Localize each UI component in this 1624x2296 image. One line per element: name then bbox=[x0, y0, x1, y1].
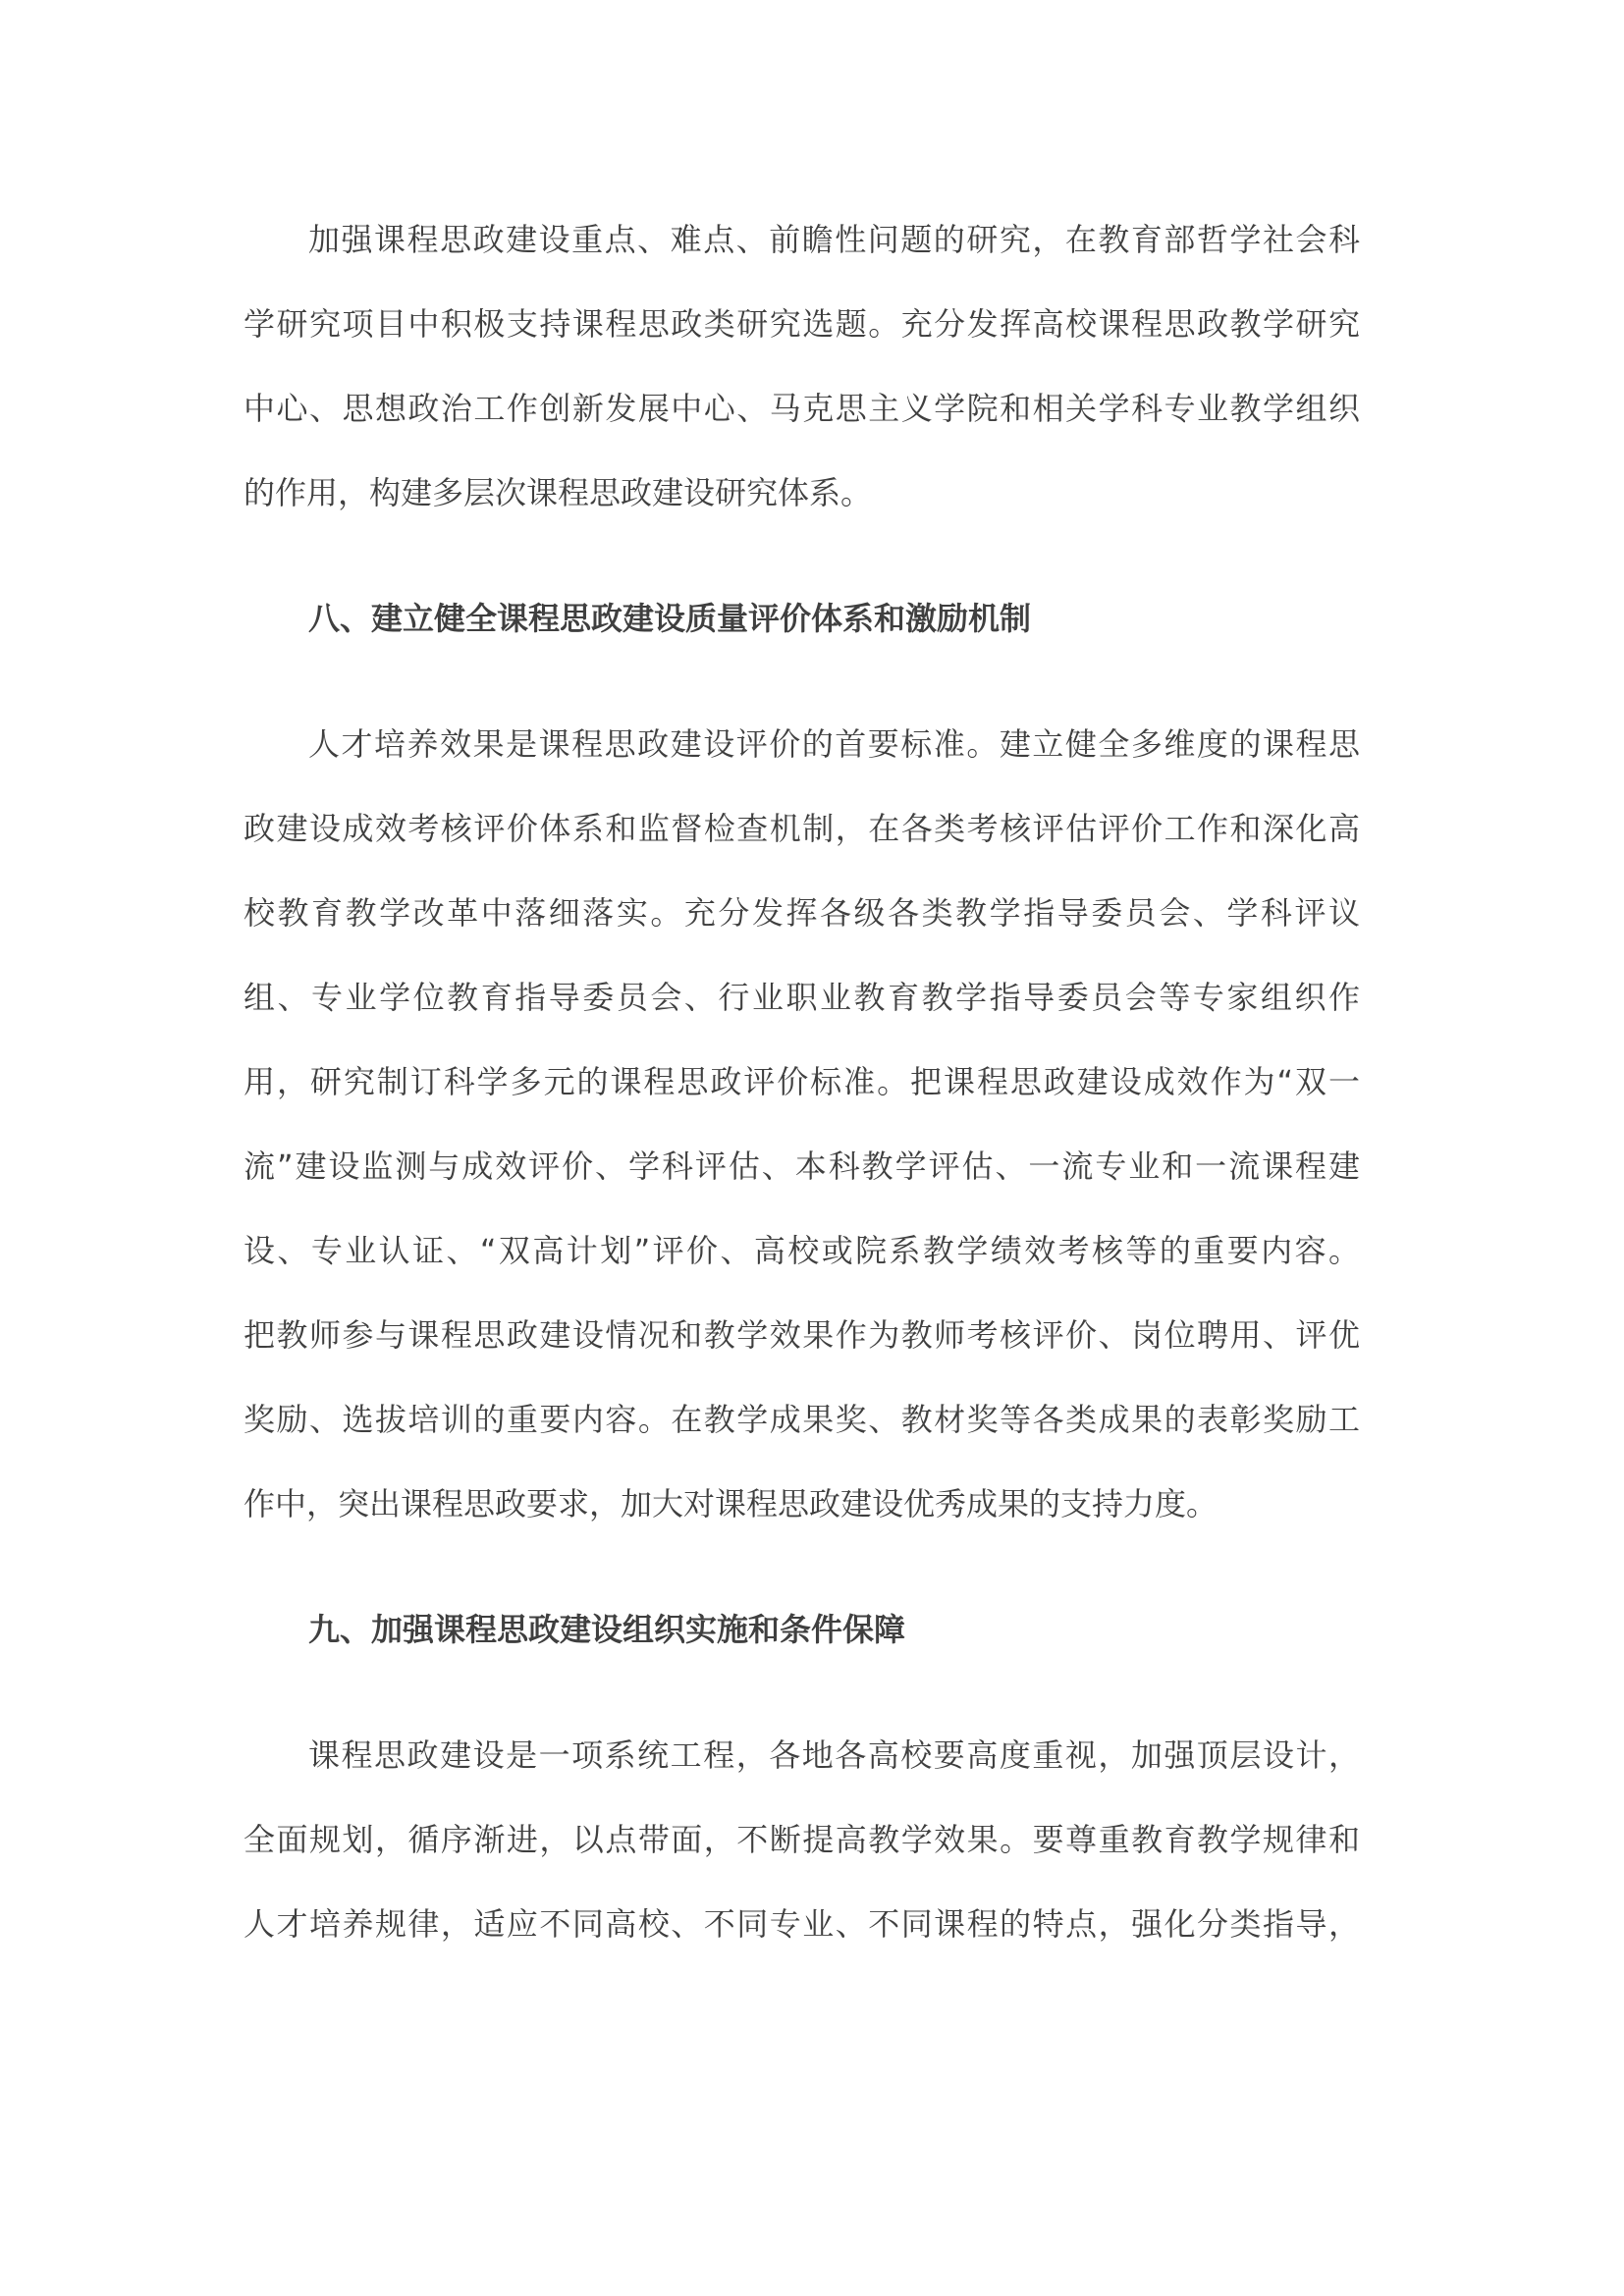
paragraph-implementation-guarantee bbox=[244, 1713, 1360, 1966]
paragraph-line: 作中，突出课程思政要求，加大对课程思政建设优秀成果的支持力度。 bbox=[244, 1485, 1218, 1522]
paragraph-line: 人才培养规律，适应不同高校、不同专业、不同课程的特点，强化分类指导， bbox=[244, 1905, 1360, 1943]
paragraph-line: 加强课程思政建设重点、难点、前瞻性问题的研究，在教育部哲学社会科 bbox=[308, 221, 1360, 258]
paragraph-line: 奖励、选拔培训的重要内容。在教学成果奖、教材奖等各类成果的表彰奖励工 bbox=[244, 1401, 1360, 1438]
paragraph-line: 人才培养效果是课程思政建设评价的首要标准。建立健全多维度的课程思 bbox=[308, 725, 1360, 763]
paragraph-research-system bbox=[244, 197, 1360, 535]
paragraph-line: 中心、思想政治工作创新发展中心、马克思主义学院和相关学科专业教学组织 bbox=[244, 390, 1360, 427]
section-heading-8: 八、建立健全课程思政建设质量评价体系和激励机制 bbox=[308, 600, 1032, 637]
paragraph-evaluation-incentive bbox=[244, 702, 1360, 1546]
paragraph-line: 流”建设监测与成效评价、学科评估、本科教学评估、一流专业和一流课程建 bbox=[244, 1148, 1360, 1185]
paragraph-line: 用，研究制订科学多元的课程思政评价标准。把课程思政建设成效作为“双一 bbox=[244, 1063, 1360, 1100]
paragraph-line: 的作用，构建多层次课程思政建设研究体系。 bbox=[244, 474, 873, 511]
section-heading-9: 九、加强课程思政建设组织实施和条件保障 bbox=[308, 1611, 906, 1648]
paragraph-line: 课程思政建设是一项系统工程，各地各高校要高度重视，加强顶层设计， bbox=[308, 1736, 1360, 1774]
document-body bbox=[244, 197, 1360, 1966]
paragraph-line: 把教师参与课程思政建设情况和教学效果作为教师考核评价、岗位聘用、评优 bbox=[244, 1316, 1360, 1354]
paragraph-line: 组、专业学位教育指导委员会、行业职业教育教学指导委员会等专家组织作 bbox=[244, 979, 1360, 1016]
paragraph-line: 全面规划，循序渐进，以点带面，不断提高教学效果。要尊重教育教学规律和 bbox=[244, 1821, 1360, 1858]
paragraph-line: 校教育教学改革中落细落实。充分发挥各级各类教学指导委员会、学科评议 bbox=[244, 894, 1360, 932]
paragraph-line: 学研究项目中积极支持课程思政类研究选题。充分发挥高校课程思政教学研究 bbox=[244, 305, 1360, 343]
paragraph-line: 政建设成效考核评价体系和监督检查机制，在各类考核评估评价工作和深化高 bbox=[244, 810, 1360, 847]
paragraph-line: 设、专业认证、“双高计划”评价、高校或院系教学绩效考核等的重要内容。 bbox=[244, 1232, 1360, 1269]
